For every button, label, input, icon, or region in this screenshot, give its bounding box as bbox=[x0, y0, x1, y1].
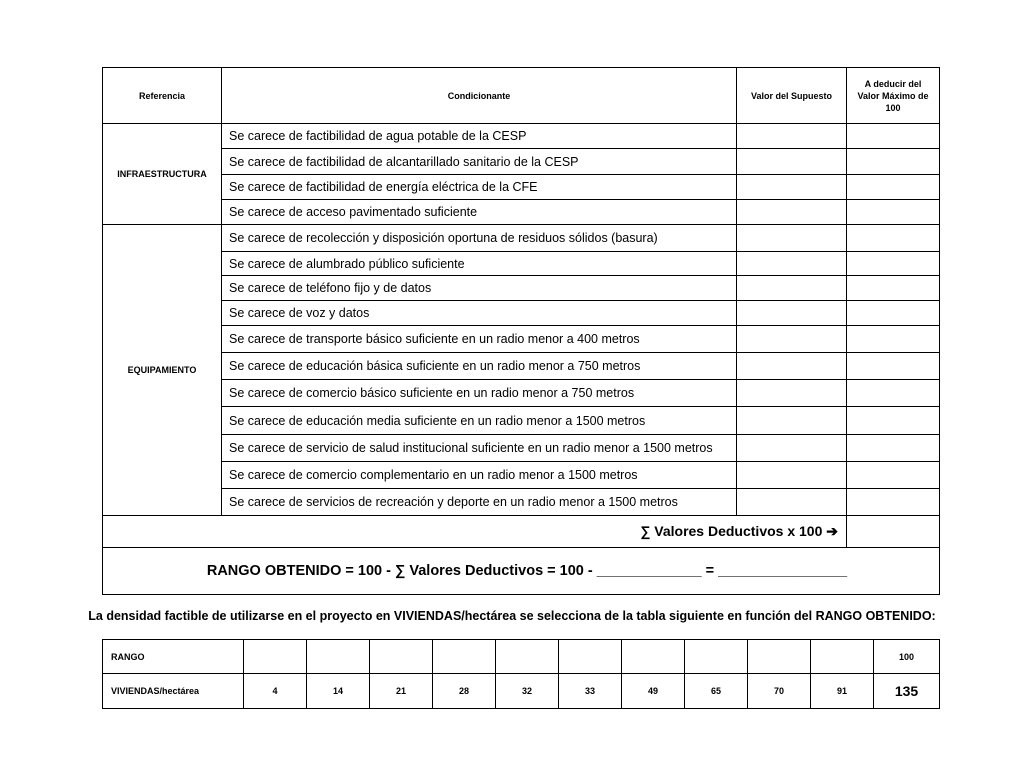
rango-value-cell[interactable] bbox=[496, 640, 559, 674]
condition-text: Se carece de factibilidad de agua potable de la CESP bbox=[222, 124, 737, 149]
a-deducir-cell[interactable] bbox=[847, 124, 940, 149]
condition-text: Se carece de transporte básico suficiente en un radio menor a 400 metros bbox=[222, 326, 737, 353]
rango-value-cell[interactable] bbox=[748, 640, 811, 674]
valor-supuesto-cell[interactable] bbox=[737, 124, 847, 149]
a-deducir-cell[interactable] bbox=[847, 200, 940, 225]
a-deducir-cell[interactable] bbox=[847, 252, 940, 276]
rango-value-cell[interactable] bbox=[370, 640, 433, 674]
condition-text: Se carece de comercio básico suficiente en un radio menor a 750 metros bbox=[222, 380, 737, 407]
a-deducir-cell[interactable] bbox=[847, 149, 940, 175]
valor-supuesto-cell[interactable] bbox=[737, 225, 847, 252]
header-row bbox=[103, 68, 940, 124]
a-deducir-cell[interactable] bbox=[847, 353, 940, 380]
density-instruction-text: La densidad factible de utilizarse en el proyecto en VIVIENDAS/hectárea se selecciona de la tabla siguiente en función del RANGO OBTENIDO: bbox=[88, 609, 936, 623]
rango-value-cell[interactable] bbox=[811, 640, 874, 674]
viviendas-value-cell: 21 bbox=[370, 674, 433, 709]
valor-supuesto-cell[interactable] bbox=[737, 326, 847, 353]
viviendas-label: VIVIENDAS/hectárea bbox=[103, 674, 244, 709]
valor-supuesto-cell[interactable] bbox=[737, 175, 847, 200]
rango-value-cell[interactable] bbox=[244, 640, 307, 674]
condition-row bbox=[103, 407, 940, 435]
viviendas-row bbox=[103, 674, 940, 709]
condition-text: Se carece de servicio de salud institucional suficiente en un radio menor a 1500 metros bbox=[222, 435, 737, 462]
valor-supuesto-cell[interactable] bbox=[737, 149, 847, 175]
rango-obtenido-row bbox=[103, 548, 940, 595]
condition-row bbox=[103, 175, 940, 200]
a-deducir-cell[interactable] bbox=[847, 225, 940, 252]
rango-value-cell[interactable] bbox=[685, 640, 748, 674]
valor-supuesto-cell[interactable] bbox=[737, 301, 847, 326]
viviendas-value-cell: 4 bbox=[244, 674, 307, 709]
valor-supuesto-cell[interactable] bbox=[737, 489, 847, 516]
sum-deductive-label: ∑ Valores Deductivos x 100 ➔ bbox=[103, 516, 847, 548]
valor-supuesto-cell[interactable] bbox=[737, 380, 847, 407]
condition-row bbox=[103, 200, 940, 225]
a-deducir-cell[interactable] bbox=[847, 435, 940, 462]
condition-text: Se carece de recolección y disposición oportuna de residuos sólidos (basura) bbox=[222, 225, 737, 252]
condition-text: Se carece de acceso pavimentado suficiente bbox=[222, 200, 737, 225]
condition-row bbox=[103, 124, 940, 149]
a-deducir-cell[interactable] bbox=[847, 462, 940, 489]
density-range-table bbox=[102, 639, 940, 709]
rango-row bbox=[103, 640, 940, 674]
condition-row bbox=[103, 353, 940, 380]
condition-row bbox=[103, 489, 940, 516]
a-deducir-cell[interactable] bbox=[847, 276, 940, 301]
rango-value-cell[interactable] bbox=[622, 640, 685, 674]
rango-value-cell[interactable] bbox=[559, 640, 622, 674]
condition-row bbox=[103, 225, 940, 252]
viviendas-value-cell: 49 bbox=[622, 674, 685, 709]
rango-value-cell[interactable] bbox=[307, 640, 370, 674]
category-equipamiento: EQUIPAMIENTO bbox=[103, 225, 222, 516]
condition-row bbox=[103, 435, 940, 462]
a-deducir-cell[interactable] bbox=[847, 489, 940, 516]
sum-row bbox=[103, 516, 940, 548]
valor-supuesto-cell[interactable] bbox=[737, 462, 847, 489]
rango-label: RANGO bbox=[103, 640, 244, 674]
condition-text: Se carece de educación básica suficiente en un radio menor a 750 metros bbox=[222, 353, 737, 380]
a-deducir-cell[interactable] bbox=[847, 407, 940, 435]
condition-row bbox=[103, 380, 940, 407]
condition-text: Se carece de comercio complementario en un radio menor a 1500 metros bbox=[222, 462, 737, 489]
header-valor-supuesto: Valor del Supuesto bbox=[737, 68, 847, 124]
header-condicionante: Condicionante bbox=[222, 68, 737, 124]
viviendas-value-cell: 14 bbox=[307, 674, 370, 709]
header-a-deducir: A deducir del Valor Máximo de 100 bbox=[847, 68, 940, 124]
deductive-values-table bbox=[102, 67, 940, 595]
a-deducir-cell[interactable] bbox=[847, 301, 940, 326]
condition-text: Se carece de educación media suficiente en un radio menor a 1500 metros bbox=[222, 407, 737, 435]
rango-obtenido-formula: RANGO OBTENIDO = 100 - ∑ Valores Deductivos = 100 - _____________ = ________________ bbox=[103, 548, 940, 595]
a-deducir-cell[interactable] bbox=[847, 326, 940, 353]
a-deducir-cell[interactable] bbox=[847, 175, 940, 200]
viviendas-value-cell: 32 bbox=[496, 674, 559, 709]
condition-text: Se carece de teléfono fijo y de datos bbox=[222, 276, 737, 301]
valor-supuesto-cell[interactable] bbox=[737, 407, 847, 435]
condition-text: Se carece de servicios de recreación y deporte en un radio menor a 1500 metros bbox=[222, 489, 737, 516]
valor-supuesto-cell[interactable] bbox=[737, 353, 847, 380]
valor-supuesto-cell[interactable] bbox=[737, 252, 847, 276]
condition-row bbox=[103, 301, 940, 326]
condition-text: Se carece de voz y datos bbox=[222, 301, 737, 326]
rango-value-cell[interactable] bbox=[433, 640, 496, 674]
viviendas-value-cell: 28 bbox=[433, 674, 496, 709]
condition-text: Se carece de factibilidad de energía eléctrica de la CFE bbox=[222, 175, 737, 200]
category-infraestructura: INFRAESTRUCTURA bbox=[103, 124, 222, 225]
valor-supuesto-cell[interactable] bbox=[737, 200, 847, 225]
viviendas-value-cell: 33 bbox=[559, 674, 622, 709]
header-referencia: Referencia bbox=[103, 68, 222, 124]
condition-text: Se carece de alumbrado público suficiente bbox=[222, 252, 737, 276]
sum-value-cell[interactable] bbox=[847, 516, 940, 548]
viviendas-value-cell: 135 bbox=[874, 674, 940, 709]
condition-row bbox=[103, 326, 940, 353]
viviendas-value-cell: 91 bbox=[811, 674, 874, 709]
condition-row bbox=[103, 462, 940, 489]
a-deducir-cell[interactable] bbox=[847, 380, 940, 407]
viviendas-value-cell: 65 bbox=[685, 674, 748, 709]
rango-value-cell: 100 bbox=[874, 640, 940, 674]
condition-row bbox=[103, 252, 940, 276]
condition-row bbox=[103, 276, 940, 301]
valor-supuesto-cell[interactable] bbox=[737, 435, 847, 462]
condition-text: Se carece de factibilidad de alcantarillado sanitario de la CESP bbox=[222, 149, 737, 175]
viviendas-value-cell: 70 bbox=[748, 674, 811, 709]
valor-supuesto-cell[interactable] bbox=[737, 276, 847, 301]
condition-row bbox=[103, 149, 940, 175]
